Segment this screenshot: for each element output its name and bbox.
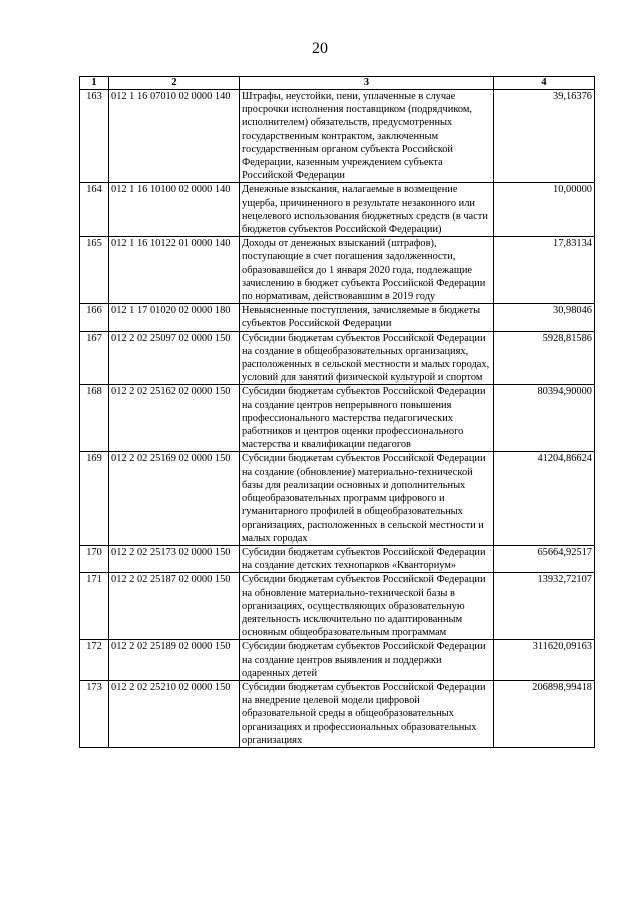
- revenue-description: Субсидии бюджетам субъектов Российской Федерации на создание (обновление) материально-технической базы для реализации основных и дополнительных общеобразовательных программ цифрового и гуманитарного профилей в общеобразовательных организациях, расположенных в сельской местности и малых городах: [240, 452, 494, 545]
- table-row: [80, 573, 595, 640]
- table-row: [80, 237, 595, 304]
- table-row: [80, 680, 595, 747]
- row-number: 168: [80, 385, 109, 452]
- revenue-description: Штрафы, неустойки, пени, уплаченные в случае просрочки исполнения поставщиком (подрядчиком, исполнителем) обязательств, предусмотренных государственным контрактом, заключенным государственным органом субъекта Российской Федерации, казенным учреждением субъекта Российской Федерации: [240, 90, 494, 183]
- amount: 80394,90000: [494, 385, 595, 452]
- amount: 10,00000: [494, 183, 595, 237]
- table-row: [80, 304, 595, 331]
- row-number: 165: [80, 237, 109, 304]
- table-row: [80, 545, 595, 572]
- row-number: 164: [80, 183, 109, 237]
- revenue-description: Денежные взыскания, налагаемые в возмещение ущерба, причиненного в результате незаконного или нецелевого использования бюджетных средств (в части бюджетов субъектов Российской Федерации): [240, 183, 494, 237]
- amount: 13932,72107: [494, 573, 595, 640]
- row-number: 171: [80, 573, 109, 640]
- header-col-3: 3: [240, 77, 494, 90]
- budget-code: 012 2 02 25162 02 0000 150: [109, 385, 240, 452]
- revenue-description: Субсидии бюджетам субъектов Российской Федерации на обновление материально-технической базы в организациях, осуществляющих образовательную деятельность исключительно по адаптированным основным общеобразовательным программам: [240, 573, 494, 640]
- amount: 311620,09163: [494, 640, 595, 681]
- amount: 39,16376: [494, 90, 595, 183]
- row-number: 169: [80, 452, 109, 545]
- row-number: 166: [80, 304, 109, 331]
- amount: 30,98046: [494, 304, 595, 331]
- budget-code: 012 1 17 01020 02 0000 180: [109, 304, 240, 331]
- header-col-2: 2: [109, 77, 240, 90]
- table-row: [80, 183, 595, 237]
- amount: 206898,99418: [494, 680, 595, 747]
- revenue-description: Субсидии бюджетам субъектов Российской Федерации на внедрение целевой модели цифровой образовательной среды в общеобразовательных организациях и профессиональных образовательных организациях: [240, 680, 494, 747]
- revenue-description: Субсидии бюджетам субъектов Российской Федерации на создание центров выявления и поддержки одаренных детей: [240, 640, 494, 681]
- row-number: 163: [80, 90, 109, 183]
- table-row: [80, 331, 595, 385]
- budget-code: 012 2 02 25187 02 0000 150: [109, 573, 240, 640]
- row-number: 167: [80, 331, 109, 385]
- budget-code: 012 2 02 25097 02 0000 150: [109, 331, 240, 385]
- amount: 41204,86624: [494, 452, 595, 545]
- row-number: 172: [80, 640, 109, 681]
- budget-code: 012 1 16 07010 02 0000 140: [109, 90, 240, 183]
- budget-code: 012 1 16 10122 01 0000 140: [109, 237, 240, 304]
- table-row: [80, 452, 595, 545]
- table-row: [80, 90, 595, 183]
- revenue-description: Доходы от денежных взысканий (штрафов), поступающие в счет погашения задолженности, образовавшейся до 1 января 2020 года, подлежащие зачислению в бюджет субъекта Российской Федерации по нормативам, действовавшим в 2019 году: [240, 237, 494, 304]
- budget-code: 012 2 02 25189 02 0000 150: [109, 640, 240, 681]
- row-number: 173: [80, 680, 109, 747]
- revenue-description: Субсидии бюджетам субъектов Российской Федерации на создание центров непрерывного повышения профессионального мастерства педагогических работников и центров оценки профессионального мастерства и квалификации педагогов: [240, 385, 494, 452]
- table-row: [80, 640, 595, 681]
- header-col-4: 4: [494, 77, 595, 90]
- row-number: 170: [80, 545, 109, 572]
- table-row: [80, 385, 595, 452]
- table-header-row: [80, 77, 595, 90]
- budget-code: 012 2 02 25169 02 0000 150: [109, 452, 240, 545]
- revenue-description: Невыясненные поступления, зачисляемые в бюджеты субъектов Российской Федерации: [240, 304, 494, 331]
- amount: 5928,81586: [494, 331, 595, 385]
- amount: 17,83134: [494, 237, 595, 304]
- revenue-table: [79, 76, 595, 748]
- budget-code: 012 2 02 25210 02 0000 150: [109, 680, 240, 747]
- page-number: 20: [312, 40, 328, 57]
- budget-code: 012 1 16 10100 02 0000 140: [109, 183, 240, 237]
- revenue-description: Субсидии бюджетам субъектов Российской Федерации на создание в общеобразовательных организациях, расположенных в сельской местности и малых городах, условий для занятий физической культурой и спортом: [240, 331, 494, 385]
- header-col-1: 1: [80, 77, 109, 90]
- revenue-description: Субсидии бюджетам субъектов Российской Федерации на создание детских технопарков «Кванториум»: [240, 545, 494, 572]
- budget-code: 012 2 02 25173 02 0000 150: [109, 545, 240, 572]
- amount: 65664,92517: [494, 545, 595, 572]
